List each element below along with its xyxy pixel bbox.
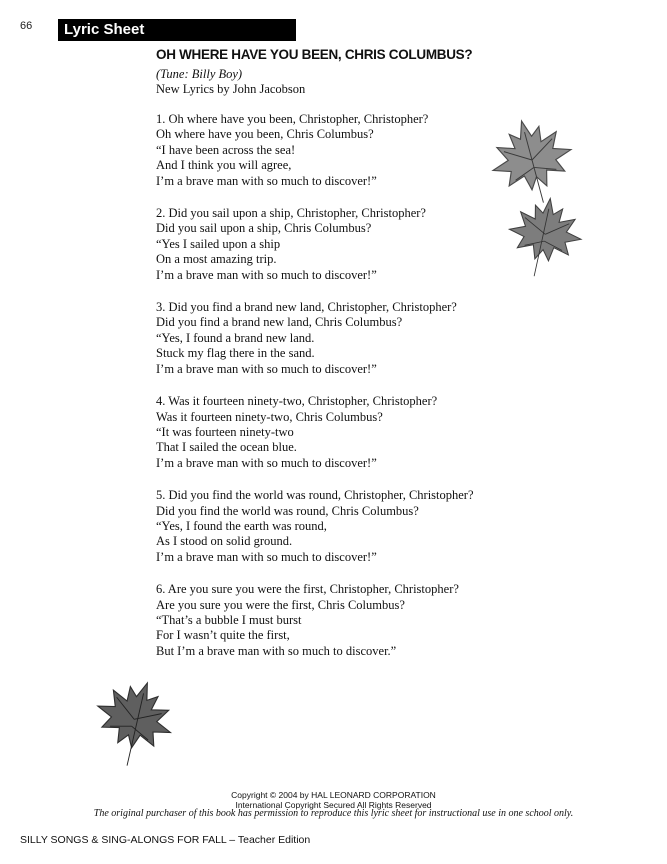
lyric-line: Are you sure you were the first, Chris Columbus? <box>156 597 405 612</box>
lyric-line: For I wasn’t quite the first, <box>156 628 290 643</box>
permission-note: The original purchaser of this book has permission to reproduce this lyric sheet for instructional use in one school only. <box>93 808 574 819</box>
lyric-line: I’m a brave man with so much to discover!” <box>156 267 377 282</box>
lyric-line: “Yes, I found a brand new land. <box>156 330 315 345</box>
song-title: OH WHERE HAVE YOU BEEN, CHRIS COLUMBUS? <box>156 46 473 63</box>
lyric-line: I’m a brave man with so much to discover!” <box>156 549 377 564</box>
lyric-line: 5. Did you find the world was round, Christopher, Christopher? <box>156 488 474 503</box>
copyright-rights: International Copyright Secured All Rights Reserved <box>235 800 432 810</box>
lyric-line: “That’s a bubble I must burst <box>156 612 302 627</box>
page-number: 66 <box>20 20 33 32</box>
verse-2 <box>156 206 536 283</box>
lyric-line: Did you find the world was round, Chris Columbus? <box>156 503 419 518</box>
lyric-line: As I stood on solid ground. <box>156 534 293 549</box>
lyric-line: Did you find a brand new land, Chris Columbus? <box>156 315 403 330</box>
lyric-line: “It was fourteen ninety-two <box>156 424 294 439</box>
verse-6 <box>156 582 536 659</box>
tune-note: (Tune: Billy Boy) <box>156 67 243 81</box>
section-header: Lyric Sheet <box>58 19 296 41</box>
lyric-line: “Yes I sailed upon a ship <box>156 236 281 251</box>
copyright-line: Copyright © 2004 by HAL LEONARD CORPORATION <box>231 790 436 800</box>
lyric-line: Was it fourteen ninety-two, Chris Columbus? <box>156 409 383 424</box>
lyric-line: And I think you will agree, <box>156 158 292 173</box>
lyric-line: I’m a brave man with so much to discover!” <box>156 361 377 376</box>
lyric-line: 3. Did you find a brand new land, Christopher, Christopher? <box>156 300 457 315</box>
lyric-line: Did you sail upon a ship, Chris Columbus? <box>156 221 372 236</box>
lyric-line: That I sailed the ocean blue. <box>156 440 297 455</box>
verse-4 <box>156 394 536 471</box>
lyric-line: I’m a brave man with so much to discover!” <box>156 455 377 470</box>
verse-5 <box>156 488 536 565</box>
lyric-line: “Yes, I found the earth was round, <box>156 518 327 533</box>
lyric-line: “I have been across the sea! <box>156 142 296 157</box>
maple-leaf-icon <box>76 675 191 767</box>
lyric-line: Oh where have you been, Chris Columbus? <box>156 127 374 142</box>
book-title-footer: SILLY SONGS & SING-ALONGS FOR FALL – Teacher Edition <box>20 834 311 846</box>
lyric-line: 1. Oh where have you been, Christopher, Christopher? <box>156 112 429 126</box>
lyric-line: 4. Was it fourteen ninety-two, Christopher, Christopher? <box>156 394 438 409</box>
maple-leaf-icon <box>500 193 590 279</box>
lyric-line: I’m a brave man with so much to discover!” <box>156 173 377 188</box>
lyric-line: But I’m a brave man with so much to discover.” <box>156 643 397 658</box>
lyric-line: Stuck my flag there in the sand. <box>156 346 315 361</box>
lyrics-credit: New Lyrics by John Jacobson <box>156 82 306 96</box>
lyric-line: On a most amazing trip. <box>156 252 277 267</box>
verse-3 <box>156 300 536 377</box>
lyric-line: 2. Did you sail upon a ship, Christopher, Christopher? <box>156 206 426 221</box>
lyric-line: 6. Are you sure you were the first, Christopher, Christopher? <box>156 582 459 597</box>
